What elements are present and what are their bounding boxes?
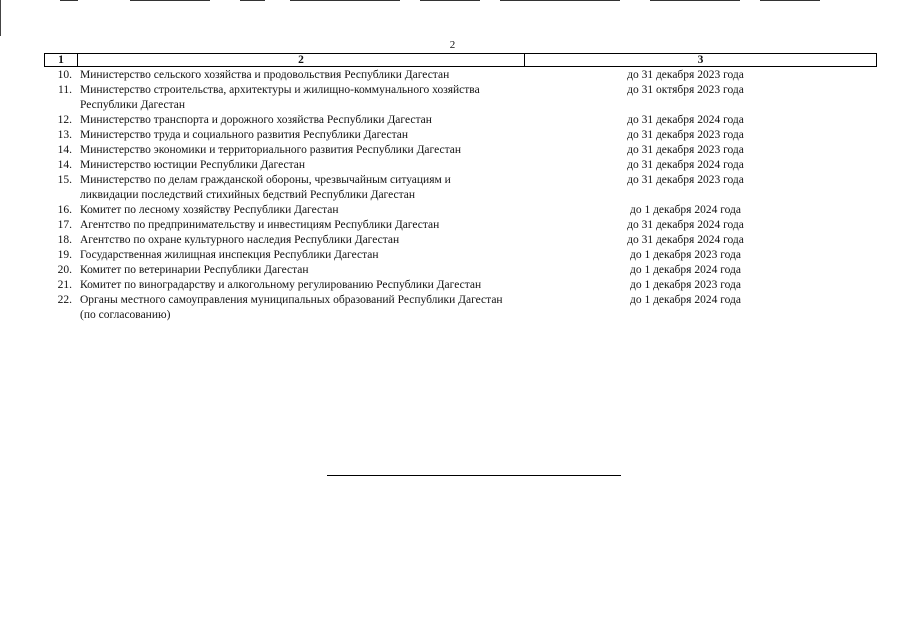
row-deadline: до 31 декабря 2024 года (627, 234, 744, 246)
row-deadline: до 31 декабря 2024 года (627, 219, 744, 231)
row-organization: Комитет по виноградарству и алкогольному регулированию Республики Дагестан (80, 279, 482, 291)
row-number: 16. (57, 204, 72, 216)
end-divider-line (327, 475, 621, 476)
row-deadline: до 31 декабря 2023 года (627, 144, 744, 156)
row-deadline: до 1 декабря 2024 года (629, 204, 742, 216)
row-deadline: до 1 декабря 2023 года (629, 279, 742, 291)
row-deadline: до 31 декабря 2024 года (627, 114, 744, 126)
row-number: 20. (57, 264, 72, 276)
row-organization: Комитет по ветеринарии Республики Дагестан (80, 264, 309, 276)
row-organization: Министерство транспорта и дорожного хозяйства Республики Дагестан (80, 114, 432, 126)
row-number: 12. (57, 114, 72, 126)
scan-top-edge (0, 0, 905, 2)
table-row (44, 143, 877, 158)
table-row (44, 68, 877, 83)
row-number: 14. (57, 159, 72, 171)
table-row (44, 263, 877, 278)
row-organization: Государственная жилищная инспекция Республики Дагестан (80, 249, 379, 261)
row-organization: Министерство экономики и территориального развития Республики Дагестан (80, 144, 462, 156)
table-row (44, 113, 877, 128)
table-row (44, 233, 877, 248)
row-deadline: до 31 декабря 2023 года (627, 69, 744, 81)
table-row (44, 173, 877, 203)
table-row (44, 203, 877, 218)
row-number: 10. (57, 69, 72, 81)
row-organization: Комитет по лесному хозяйству Республики Дагестан (80, 204, 339, 216)
row-organization: Министерство по делам гражданской обороны, чрезвычайным ситуациям и ликвидации последствий стихийных бедствий Республики Дагестан (80, 174, 451, 201)
row-deadline: до 31 декабря 2023 года (627, 129, 744, 141)
scan-left-edge (0, 0, 1, 36)
row-organization: Министерство труда и социального развития Республики Дагестан (80, 129, 409, 141)
table-row (44, 218, 877, 233)
row-organization: Министерство юстиции Республики Дагестан (80, 159, 305, 171)
row-number: 13. (57, 129, 72, 141)
table-row (44, 293, 877, 323)
table-row (44, 128, 877, 143)
row-number: 14. (57, 144, 72, 156)
page-number: 2 (449, 39, 456, 51)
table-row (44, 158, 877, 173)
row-number: 11. (58, 84, 72, 96)
row-deadline: до 1 декабря 2023 года (629, 249, 742, 261)
row-deadline: до 1 декабря 2024 года (629, 264, 742, 276)
header-col-3: 3 (697, 54, 704, 66)
table-body (44, 68, 877, 323)
row-number: 19. (57, 249, 72, 261)
row-number: 15. (57, 174, 72, 186)
row-organization: Министерство сельского хозяйства и продовольствия Республики Дагестан (80, 69, 450, 81)
row-number: 22. (57, 294, 72, 306)
table-row (44, 248, 877, 263)
row-organization: Органы местного самоуправления муниципальных образований Республики Дагестан (по согласованию) (80, 294, 503, 321)
row-number: 21. (57, 279, 72, 291)
row-deadline: до 31 октября 2023 года (627, 84, 744, 96)
row-deadline: до 31 декабря 2023 года (627, 174, 744, 186)
table-row (44, 278, 877, 293)
row-organization: Министерство строительства, архитектуры и жилищно-коммунального хозяйства Республики Дагестан (80, 84, 480, 111)
row-deadline: до 1 декабря 2024 года (629, 294, 742, 306)
table-header (44, 53, 877, 67)
row-number: 17. (57, 219, 72, 231)
row-organization: Агентство по охране культурного наследия Республики Дагестан (80, 234, 400, 246)
header-col-2: 2 (78, 54, 525, 66)
row-deadline: до 31 декабря 2024 года (627, 159, 744, 171)
row-number: 18. (57, 234, 72, 246)
header-col-1: 1 (45, 54, 78, 66)
table-row (44, 83, 877, 113)
row-organization: Агентство по предпринимательству и инвестициям Республики Дагестан (80, 219, 440, 231)
